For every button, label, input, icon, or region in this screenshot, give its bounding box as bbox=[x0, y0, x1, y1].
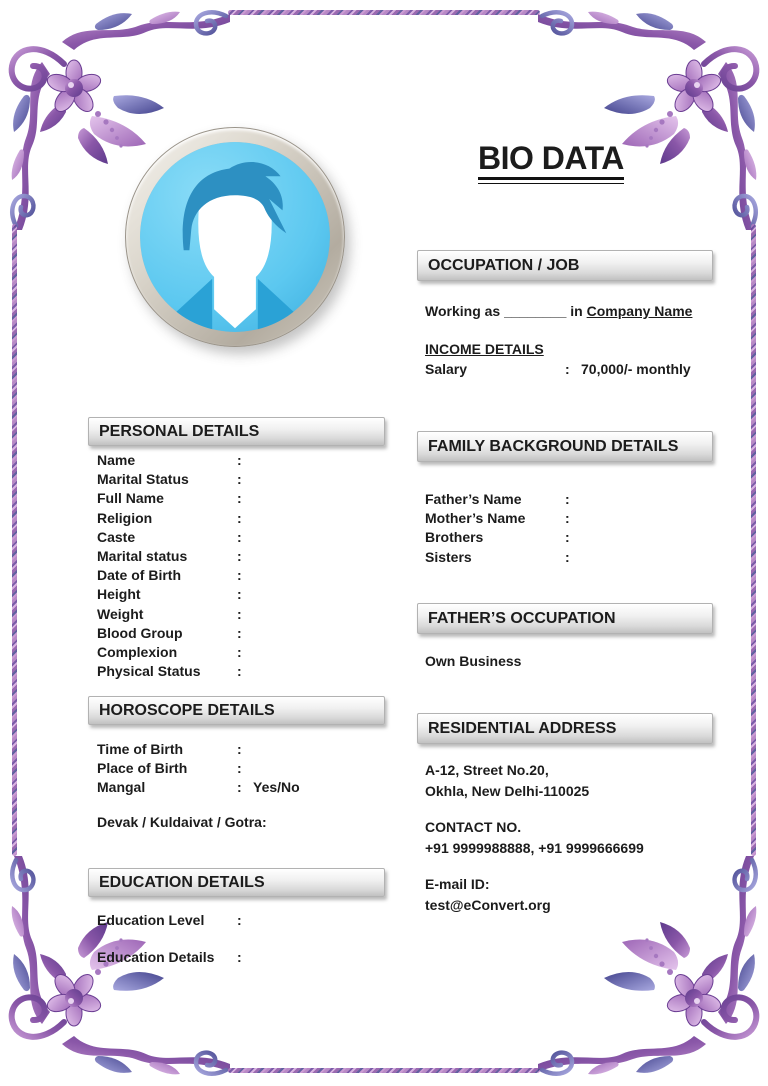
field-value bbox=[253, 662, 389, 681]
field-value bbox=[253, 470, 389, 489]
section-header-label: EDUCATION DETAILS bbox=[99, 873, 265, 891]
fathers-occupation-value: Own Business bbox=[425, 653, 522, 669]
field-label: Caste bbox=[97, 528, 136, 545]
detail-row bbox=[425, 509, 725, 528]
field-colon: : bbox=[237, 949, 242, 965]
field-label: Mother’s Name bbox=[425, 510, 526, 527]
field-label: Marital Status bbox=[97, 471, 189, 488]
contact-block bbox=[425, 817, 725, 859]
email-heading: E-mail ID: bbox=[425, 876, 490, 892]
field-label: Physical Status bbox=[97, 663, 201, 680]
detail-row bbox=[97, 662, 389, 681]
field-value bbox=[253, 451, 389, 470]
field-colon: : bbox=[237, 490, 242, 507]
detail-row bbox=[425, 490, 725, 509]
field-value bbox=[253, 509, 389, 528]
field-label: Education Level bbox=[97, 912, 205, 928]
detail-row bbox=[97, 547, 389, 566]
field-label: Time of Birth bbox=[97, 741, 184, 757]
working-as-label: Working as bbox=[425, 303, 501, 319]
field-colon: : bbox=[237, 567, 242, 584]
field-colon: : bbox=[237, 760, 242, 777]
detail-row bbox=[97, 643, 389, 662]
personal-details-rows bbox=[97, 451, 389, 681]
field-label: Date of Birth bbox=[97, 567, 181, 584]
detail-row bbox=[97, 778, 389, 797]
detail-row bbox=[97, 451, 389, 470]
field-label: Mangal bbox=[97, 779, 146, 796]
field-label: Education Details bbox=[97, 949, 215, 965]
horoscope-rows bbox=[97, 740, 389, 798]
field-value: Yes/No bbox=[253, 779, 300, 796]
income-details-heading: INCOME DETAILS bbox=[425, 341, 544, 357]
section-header-label: RESIDENTIAL ADDRESS bbox=[428, 719, 617, 737]
field-colon: : bbox=[237, 528, 242, 545]
education-rows bbox=[97, 911, 389, 985]
field-value bbox=[253, 566, 389, 585]
detail-row bbox=[97, 566, 389, 585]
detail-row bbox=[97, 470, 389, 489]
address-block bbox=[425, 760, 725, 802]
section-header-label: FATHER’S OCCUPATION bbox=[428, 609, 616, 627]
horoscope-section-header bbox=[88, 696, 385, 725]
field-label: Salary bbox=[425, 361, 468, 377]
company-name: Company Name bbox=[586, 303, 693, 319]
field-value bbox=[581, 528, 725, 547]
field-colon: : bbox=[565, 491, 570, 507]
field-label: Weight bbox=[97, 605, 144, 622]
field-label: Place of Birth bbox=[97, 760, 188, 777]
field-value bbox=[253, 643, 389, 662]
email-block bbox=[425, 874, 725, 916]
field-value bbox=[581, 548, 725, 567]
in-label: in bbox=[570, 303, 583, 319]
field-colon: : bbox=[565, 510, 570, 527]
field-label: Blood Group bbox=[97, 624, 183, 641]
family-background-rows bbox=[425, 490, 725, 567]
field-colon: : bbox=[237, 644, 242, 661]
field-value bbox=[253, 624, 389, 643]
detail-row bbox=[97, 605, 389, 624]
detail-row bbox=[425, 548, 725, 567]
border-rope-top bbox=[228, 10, 540, 15]
border-rope-bottom bbox=[228, 1068, 540, 1073]
profile-photo-frame bbox=[125, 127, 345, 347]
field-colon: : bbox=[565, 361, 570, 377]
section-header-label: OCCUPATION / JOB bbox=[428, 256, 580, 274]
address-line: A-12, Street No.20, bbox=[425, 762, 549, 778]
field-label: Name bbox=[97, 452, 136, 468]
detail-row bbox=[97, 489, 389, 508]
field-colon: : bbox=[237, 741, 242, 757]
field-value bbox=[253, 759, 389, 778]
field-value bbox=[253, 585, 389, 604]
field-value bbox=[253, 605, 389, 624]
contact-heading: CONTACT NO. bbox=[425, 819, 522, 835]
devak-kuldaivat-gotra-line: Devak / Kuldaivat / Gotra: bbox=[97, 814, 267, 830]
detail-row bbox=[97, 740, 389, 759]
field-value bbox=[581, 509, 725, 528]
field-colon: : bbox=[565, 529, 570, 546]
residential-address-section-header bbox=[417, 713, 713, 744]
personal-details-section-header bbox=[88, 417, 385, 446]
field-label: Father’s Name bbox=[425, 491, 522, 507]
field-label: Religion bbox=[97, 509, 153, 526]
field-value bbox=[253, 948, 389, 967]
border-rope-left bbox=[12, 224, 17, 856]
field-colon: : bbox=[237, 663, 242, 680]
education-section-header bbox=[88, 868, 385, 897]
field-colon: : bbox=[237, 586, 242, 603]
field-value bbox=[253, 547, 389, 566]
field-label: Sisters bbox=[425, 548, 472, 565]
male-avatar-icon bbox=[140, 142, 330, 332]
section-header-label: HOROSCOPE DETAILS bbox=[99, 701, 275, 719]
field-label: Full Name bbox=[97, 490, 164, 507]
detail-row bbox=[97, 528, 389, 547]
address-line: Okhla, New Delhi-110025 bbox=[425, 783, 590, 799]
detail-row bbox=[97, 624, 389, 643]
occupation-section-header bbox=[417, 250, 713, 281]
field-colon: : bbox=[237, 624, 242, 641]
field-value bbox=[253, 911, 389, 930]
field-value bbox=[581, 490, 725, 509]
field-colon: : bbox=[237, 509, 242, 526]
section-header-label: FAMILY BACKGROUND DETAILS bbox=[428, 437, 679, 455]
contact-numbers: +91 9999988888, +91 9999666699 bbox=[425, 840, 644, 856]
detail-row bbox=[97, 509, 389, 528]
working-as-blank: ________ bbox=[504, 303, 567, 319]
field-colon: : bbox=[237, 912, 242, 928]
floral-corner-ornament-top-right-icon bbox=[538, 0, 768, 230]
detail-row bbox=[425, 528, 725, 547]
working-as-line bbox=[425, 302, 725, 321]
detail-row bbox=[97, 585, 389, 604]
field-label: Height bbox=[97, 586, 141, 603]
field-label: Complexion bbox=[97, 644, 178, 661]
section-header-label: PERSONAL DETAILS bbox=[99, 422, 260, 440]
field-value: 70,000/- monthly bbox=[581, 361, 691, 377]
field-colon: : bbox=[237, 605, 242, 622]
field-colon: : bbox=[565, 548, 570, 565]
field-colon: : bbox=[237, 548, 242, 565]
field-colon: : bbox=[237, 452, 242, 468]
detail-row bbox=[97, 759, 389, 778]
family-background-section-header bbox=[417, 431, 713, 462]
field-label: Brothers bbox=[425, 529, 484, 546]
field-label: Marital status bbox=[97, 548, 188, 565]
detail-row bbox=[97, 948, 389, 967]
field-value bbox=[253, 740, 389, 759]
field-colon: : bbox=[237, 471, 242, 488]
field-value bbox=[253, 489, 389, 508]
email-value: test@eConvert.org bbox=[425, 897, 551, 913]
detail-row bbox=[97, 911, 389, 930]
salary-row bbox=[425, 360, 725, 379]
fathers-occupation-section-header bbox=[417, 603, 713, 634]
border-rope-right bbox=[751, 224, 756, 856]
field-colon: : bbox=[237, 779, 242, 796]
field-value bbox=[253, 528, 389, 547]
page-title: BIO DATA bbox=[478, 140, 624, 180]
